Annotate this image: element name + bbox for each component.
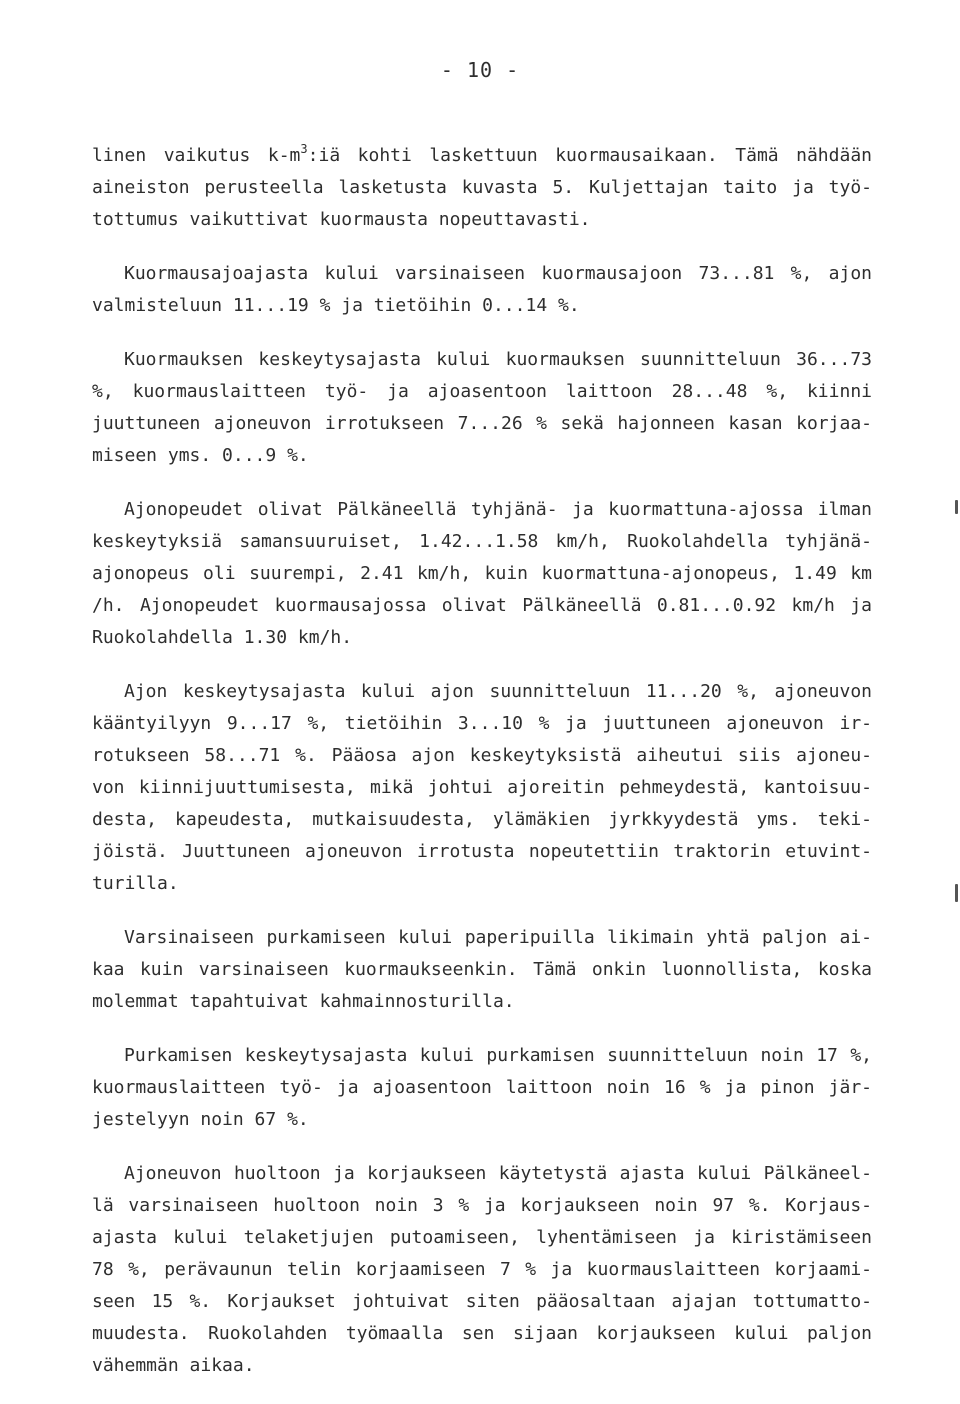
text-line: vähemmän aikaa. [92,1355,255,1376]
text-line: Ajoneuvon huoltoon ja korjaukseen käytetystä ajasta kului Pälkäneel- [124,1163,872,1184]
text-line: ajonopeus oli suurempi, 2.41 km/h, kuin kuormattuna-ajonopeus, 1.49 km [92,563,872,584]
paragraph [92,344,872,472]
text-line: kuormauslaitteen työ- ja ajoasentoon laittoon noin 16 % ja pinon jär- [92,1077,872,1098]
text-line [92,140,872,172]
text-segment: linen vaikutus k-m [92,145,301,166]
text-line: Ajon keskeytysajasta kului ajon suunnitteluun 11...20 %, ajoneuvon [124,681,872,702]
paragraph [92,922,872,1018]
text-line: miseen yms. 0...9 %. [92,445,309,466]
text-line: jestelyyn noin 67 %. [92,1109,309,1130]
paragraph [92,258,872,322]
text-line: Kuormauksen keskeytysajasta kului kuormauksen suunnitteluun 36...73 [124,349,872,370]
text-line: valmisteluun 11...19 % ja tietöihin 0...14 %. [92,295,580,316]
page-number: - 10 - [440,58,520,82]
text-line: aineiston perusteella lasketusta kuvasta 5. Kuljettajan taito ja työ- [92,177,872,198]
text-line: Ajonopeudet olivat Pälkäneellä tyhjänä- ja kuormattuna-ajossa ilman [124,499,872,520]
text-line: turilla. [92,873,179,894]
paragraph [92,494,872,654]
text-line: muudesta. Ruokolahden työmaalla sen sijaan korjaukseen kului paljon [92,1323,872,1344]
text-line: von kiinnijuuttumisesta, mikä johtui ajoreitin pehmeydestä, kantoisuu- [92,777,872,798]
text-line: /h. Ajonopeudet kuormausajossa olivat Pälkäneellä 0.81...0.92 km/h ja [92,595,872,616]
text-line: Ruokolahdella 1.30 km/h. [92,627,353,648]
text-line: desta, kapeudesta, mutkaisuudesta, ylämäkien jyrkkyydestä yms. teki- [92,809,872,830]
text-line: Kuormausajoajasta kului varsinaiseen kuormausajoon 73...81 %, ajon [124,263,872,284]
text-line: tottumus vaikuttivat kuormausta nopeuttavasti. [92,209,591,230]
text-line: keskeytyksiä samansuuruiset, 1.42...1.58 km/h, Ruokolahdella tyhjänä- [92,531,872,552]
text-line: %, kuormauslaitteen työ- ja ajoasentoon laittoon 28...48 %, kiinni [92,381,872,402]
scan-edge-mark [955,500,958,514]
text-line: seen 15 %. Korjaukset johtuivat siten pääosaltaan ajajan tottumatto- [92,1291,872,1312]
text-line: 78 %, perävaunun telin korjaamiseen 7 % ja kuormauslaitteen korjaami- [92,1259,872,1280]
text-line: rotukseen 58...71 %. Pääosa ajon keskeytyksistä aiheutui siis ajoneu- [92,745,872,766]
paragraph [92,140,872,236]
superscript: 3 [300,142,308,156]
paragraph [92,1158,872,1382]
document-body [92,140,872,1404]
text-line: molemmat tapahtuivat kahmainnosturilla. [92,991,515,1012]
text-line: juuttuneen ajoneuvon irrotukseen 7...26 % sekä hajonneen kasan korjaa- [92,413,872,434]
text-line: jöistä. Juuttuneen ajoneuvon irrotusta nopeutettiin traktorin etuvint- [92,841,872,862]
text-line: kääntyilyyn 9...17 %, tietöihin 3...10 % ja juuttuneen ajoneuvon ir- [92,713,872,734]
text-line: kaa kuin varsinaiseen kuormaukseenkin. Tämä onkin luonnollista, koska [92,959,872,980]
paragraph [92,676,872,900]
text-line: Purkamisen keskeytysajasta kului purkamisen suunnitteluun noin 17 %, [124,1045,872,1066]
text-line: ajasta kului telaketjujen putoamiseen, lyhentämiseen ja kiristämiseen [92,1227,872,1248]
text-segment: :iä kohti laskettuun kuormausaikaan. Tämä nähdään [307,145,872,166]
text-line: Varsinaiseen purkamiseen kului paperipuilla likimain yhtä paljon ai- [124,927,872,948]
scan-edge-mark [955,884,958,902]
paragraph [92,1040,872,1136]
text-line: lä varsinaiseen huoltoon noin 3 % ja korjaukseen noin 97 %. Korjaus- [92,1195,872,1216]
